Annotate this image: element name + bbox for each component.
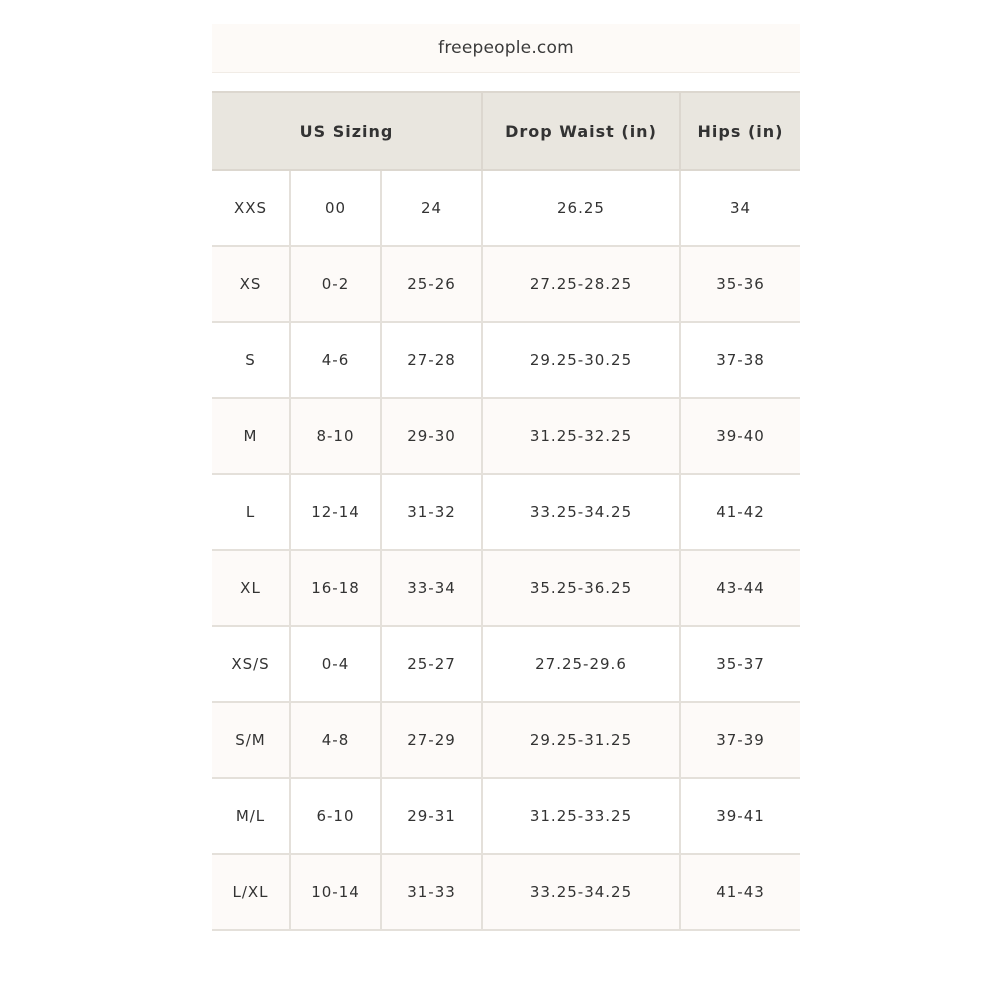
cell-size: S/M bbox=[212, 702, 290, 778]
cell-numeric-size: 12-14 bbox=[290, 474, 381, 550]
cell-numeric-size: 4-8 bbox=[290, 702, 381, 778]
cell-drop-waist: 31.25-33.25 bbox=[482, 778, 680, 854]
cell-denim-size: 31-32 bbox=[381, 474, 482, 550]
cell-hips: 39-41 bbox=[680, 778, 800, 854]
cell-denim-size: 25-26 bbox=[381, 246, 482, 322]
cell-numeric-size: 00 bbox=[290, 170, 381, 246]
cell-denim-size: 33-34 bbox=[381, 550, 482, 626]
site-domain: freepeople.com bbox=[438, 38, 574, 58]
cell-denim-size: 27-29 bbox=[381, 702, 482, 778]
cell-size: M/L bbox=[212, 778, 290, 854]
cell-numeric-size: 0-2 bbox=[290, 246, 381, 322]
cell-numeric-size: 6-10 bbox=[290, 778, 381, 854]
cell-drop-waist: 35.25-36.25 bbox=[482, 550, 680, 626]
cell-size: XXS bbox=[212, 170, 290, 246]
cell-denim-size: 31-33 bbox=[381, 854, 482, 930]
header-drop-waist: Drop Waist (in) bbox=[482, 92, 680, 170]
cell-drop-waist: 29.25-30.25 bbox=[482, 322, 680, 398]
header-hips: Hips (in) bbox=[680, 92, 800, 170]
cell-size: XS bbox=[212, 246, 290, 322]
header-us-sizing: US Sizing bbox=[212, 92, 482, 170]
cell-numeric-size: 0-4 bbox=[290, 626, 381, 702]
cell-drop-waist: 29.25-31.25 bbox=[482, 702, 680, 778]
cell-numeric-size: 4-6 bbox=[290, 322, 381, 398]
cell-hips: 37-39 bbox=[680, 702, 800, 778]
cell-numeric-size: 8-10 bbox=[290, 398, 381, 474]
cell-size: XS/S bbox=[212, 626, 290, 702]
table-row bbox=[212, 322, 800, 398]
cell-hips: 34 bbox=[680, 170, 800, 246]
cell-drop-waist: 33.25-34.25 bbox=[482, 854, 680, 930]
cell-denim-size: 29-30 bbox=[381, 398, 482, 474]
cell-size: L/XL bbox=[212, 854, 290, 930]
size-chart-table bbox=[212, 91, 800, 931]
cell-denim-size: 27-28 bbox=[381, 322, 482, 398]
cell-denim-size: 25-27 bbox=[381, 626, 482, 702]
cell-hips: 35-36 bbox=[680, 246, 800, 322]
cell-drop-waist: 26.25 bbox=[482, 170, 680, 246]
table-row bbox=[212, 626, 800, 702]
cell-numeric-size: 16-18 bbox=[290, 550, 381, 626]
table-row bbox=[212, 702, 800, 778]
table-row bbox=[212, 778, 800, 854]
site-domain-bar bbox=[212, 24, 800, 73]
cell-size: XL bbox=[212, 550, 290, 626]
table-row bbox=[212, 854, 800, 930]
cell-drop-waist: 31.25-32.25 bbox=[482, 398, 680, 474]
cell-hips: 35-37 bbox=[680, 626, 800, 702]
cell-numeric-size: 10-14 bbox=[290, 854, 381, 930]
cell-size: M bbox=[212, 398, 290, 474]
table-row bbox=[212, 550, 800, 626]
cell-drop-waist: 33.25-34.25 bbox=[482, 474, 680, 550]
cell-denim-size: 24 bbox=[381, 170, 482, 246]
cell-drop-waist: 27.25-29.6 bbox=[482, 626, 680, 702]
cell-hips: 43-44 bbox=[680, 550, 800, 626]
header-row bbox=[212, 92, 800, 170]
table-row bbox=[212, 474, 800, 550]
cell-size: S bbox=[212, 322, 290, 398]
cell-drop-waist: 27.25-28.25 bbox=[482, 246, 680, 322]
table-row bbox=[212, 170, 800, 246]
table-row bbox=[212, 398, 800, 474]
cell-hips: 41-42 bbox=[680, 474, 800, 550]
cell-size: L bbox=[212, 474, 290, 550]
cell-hips: 39-40 bbox=[680, 398, 800, 474]
cell-hips: 37-38 bbox=[680, 322, 800, 398]
table-row bbox=[212, 246, 800, 322]
cell-hips: 41-43 bbox=[680, 854, 800, 930]
cell-denim-size: 29-31 bbox=[381, 778, 482, 854]
